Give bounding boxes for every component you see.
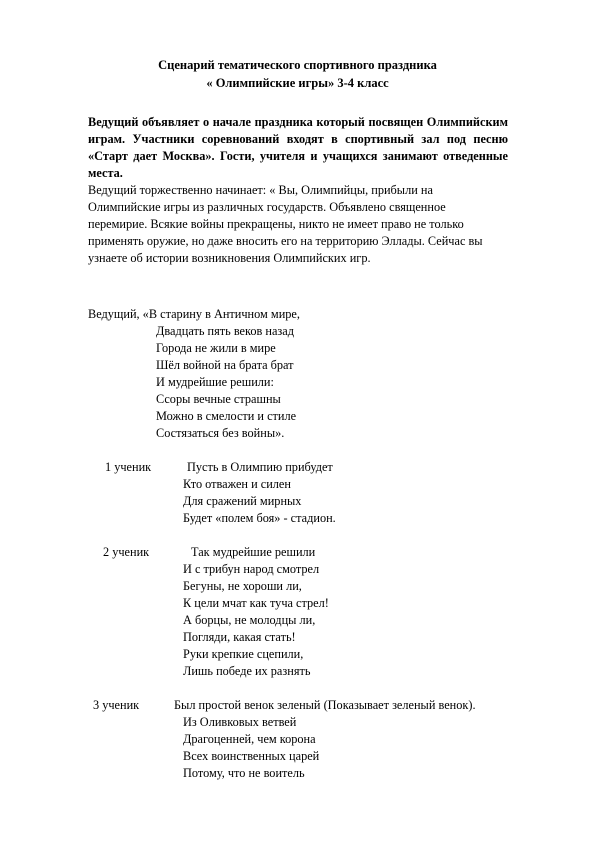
poem-line: Пусть в Олимпию прибудет bbox=[187, 460, 333, 474]
poem-line: И мудрейшие решили: bbox=[156, 375, 274, 389]
host-announcement-paragraph: Ведущий объявляет о начале праздника который посвящен Олимпийским играм. Участники соревнований входят в спортивный зал под песню «Старт дает Москва». Гости, учителя и учащихся занимают отведенные места. bbox=[88, 115, 508, 180]
poem-line: Потому, что не воитель bbox=[183, 766, 305, 780]
poem-line: Был простой венок зеленый (Показывает зеленый венок). bbox=[174, 698, 476, 712]
poem-line: И с трибун народ смотрел bbox=[183, 562, 320, 576]
poem-line: Лишь победе их разнять bbox=[183, 664, 311, 678]
document-title-line-2: « Олимпийские игры» 3-4 класс bbox=[206, 76, 389, 90]
student-2-speaker: 2 ученик bbox=[103, 545, 150, 559]
poem-line: Двадцать пять веков назад bbox=[156, 324, 294, 338]
poem-line: А борцы, не молодцы ли, bbox=[183, 613, 316, 627]
poem-line: Бегуны, не хороши ли, bbox=[183, 579, 302, 593]
poem-line: Города не жили в мире bbox=[156, 341, 276, 355]
poem-line: Будет «полем боя» - стадион. bbox=[183, 511, 336, 525]
student-1-speaker: 1 ученик bbox=[105, 460, 152, 474]
poem-line: Всех воинственных царей bbox=[183, 749, 320, 763]
poem-line: Так мудрейшие решили bbox=[191, 545, 316, 559]
poem-line: Кто отважен и силен bbox=[183, 477, 291, 491]
poem-line: Шёл войной на брата брат bbox=[156, 358, 294, 372]
poem-line: К цели мчат как туча стрел! bbox=[183, 596, 329, 610]
poem-line: Для сражений мирных bbox=[183, 494, 302, 508]
document-title-line-1: Сценарий тематического спортивного праздника bbox=[158, 58, 437, 72]
poem-line: Руки крепкие сцепили, bbox=[183, 647, 304, 661]
poem-line: Состязаться без войны». bbox=[156, 426, 285, 440]
poem-line: Драгоценней, чем корона bbox=[183, 732, 316, 746]
poem-line: Можно в смелости и стиле bbox=[156, 409, 297, 423]
poem-line: Ссоры вечные страшны bbox=[156, 392, 281, 406]
intro-block bbox=[88, 114, 508, 267]
poem-line: Погляди, какая стать! bbox=[183, 630, 296, 644]
host-stanza-speaker: Ведущий, «В старину в Античном мире, bbox=[88, 307, 300, 321]
host-opening-paragraph: Ведущий торжественно начинает: « Вы, Олимпийцы, прибыли на Олимпийские игры из различных государств. Объявлено священное перемирие. Всякие войны прекращены, никто не имеет право не только применять оружие, но даже вносить его на территорию Эллады. Сейчас вы узнаете об истории возникновения Олимпийских игр. bbox=[88, 183, 483, 265]
poem-line: Из Оливковых ветвей bbox=[183, 715, 297, 729]
student-3-speaker: 3 ученик bbox=[93, 698, 140, 712]
